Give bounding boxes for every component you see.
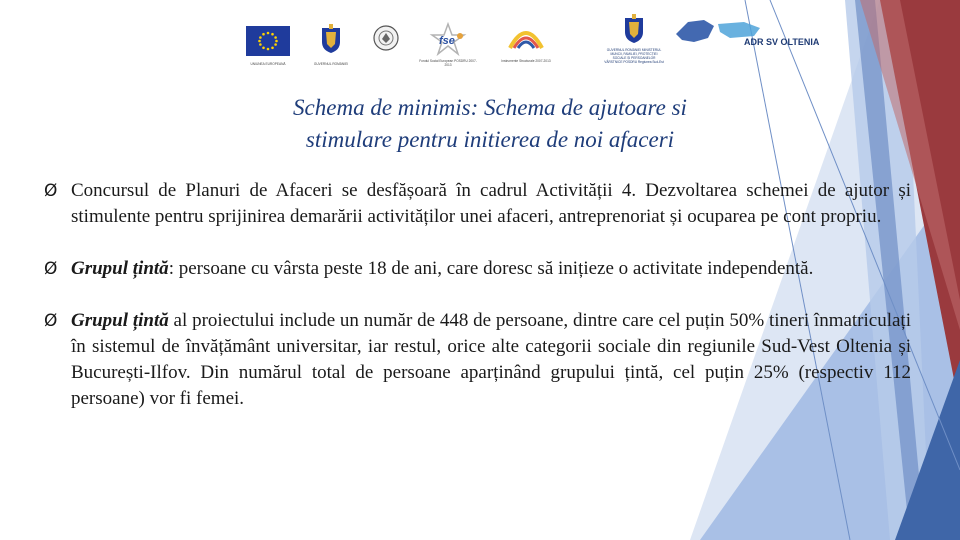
logo-fse-caption: Fondul Social European POSDRU 2007-2013 <box>419 59 477 67</box>
logo-fse <box>418 10 478 78</box>
logo-instrumente-structurale <box>496 10 556 78</box>
slide-title <box>180 92 800 156</box>
slide-title-line-2: stimulare pentru initierea de noi afaceri <box>305 127 675 152</box>
arrow-bullet-icon: Ø <box>44 259 58 279</box>
logo-adr-label: ADR SV OLTENIA <box>744 37 820 47</box>
logo-eu-caption: UNIUNEA EUROPEANĂ <box>250 62 286 66</box>
sponsor-logo-strip <box>228 10 820 78</box>
logo-ministry <box>604 10 664 78</box>
bullet-item <box>44 256 911 282</box>
arrow-bullet-icon: Ø <box>44 181 58 201</box>
svg-text:fse: fse <box>439 35 455 47</box>
bullet-text: Concursul de Planuri de Afaceri se desfășoară în cadrul Activității 4. Dezvoltarea schemei de ajutor și stimulente pentru sprijinirea demarării activităților unei afaceri, antreprenoriat și ocuparea pe cont propriu. <box>71 180 911 227</box>
romania-coat-of-arms-icon <box>320 24 342 54</box>
logo-romania-caption: GUVERNUL ROMÂNIEI <box>313 62 349 66</box>
logo-ministry-caption: GUVERNUL ROMÂNIEI MINISTERUL MUNCII, FAMILIEI, PROTECȚIEI SOCIALE ȘI PERSOANELOR VÂRSTNICE POSDRU Regiunea Sud-Est <box>604 48 664 64</box>
ministry-seal-icon <box>373 25 399 51</box>
bullet-emphasis: Grupul țintă <box>71 258 169 279</box>
bullet-text: al proiectului include un număr de 448 de persoane, dintre care cel puțin 50% tineri înmatriculați în sistemul de învățământ universitar, iar restul, orice alte categorii sociale din regiunile Sud-Vest Oltenia și București-Ilfov. Din numărul total de persoane aparținând grupului țintă, cel puțin 25% (respectiv 112 persoane) vor fi femei. <box>71 310 911 409</box>
logo-adr-oltenia <box>674 10 820 78</box>
bullet-list <box>44 178 911 438</box>
bullet-text: : persoane cu vârsta peste 18 de ani, care doresc să inițieze o activitate independentă. <box>168 258 814 279</box>
logo-eu <box>238 10 298 78</box>
slide-title-line-1: Schema de minimis: Schema de ajutoare si <box>293 95 687 120</box>
logo-instrumente-caption: Instrumente Structurale 2007-2013 <box>501 59 551 63</box>
arrow-bullet-icon: Ø <box>44 311 58 331</box>
ministry-coat-of-arms-icon <box>623 14 645 44</box>
bullet-emphasis: Grupul țintă <box>71 310 169 331</box>
adr-oltenia-map-icon <box>674 16 762 56</box>
eu-flag-icon <box>246 26 290 56</box>
logo-ministry-seal <box>366 10 406 78</box>
fse-logo-icon <box>428 22 468 56</box>
structural-instruments-icon <box>506 24 546 54</box>
logo-romania <box>306 10 356 78</box>
bullet-item <box>44 178 911 230</box>
bullet-item <box>44 308 911 412</box>
